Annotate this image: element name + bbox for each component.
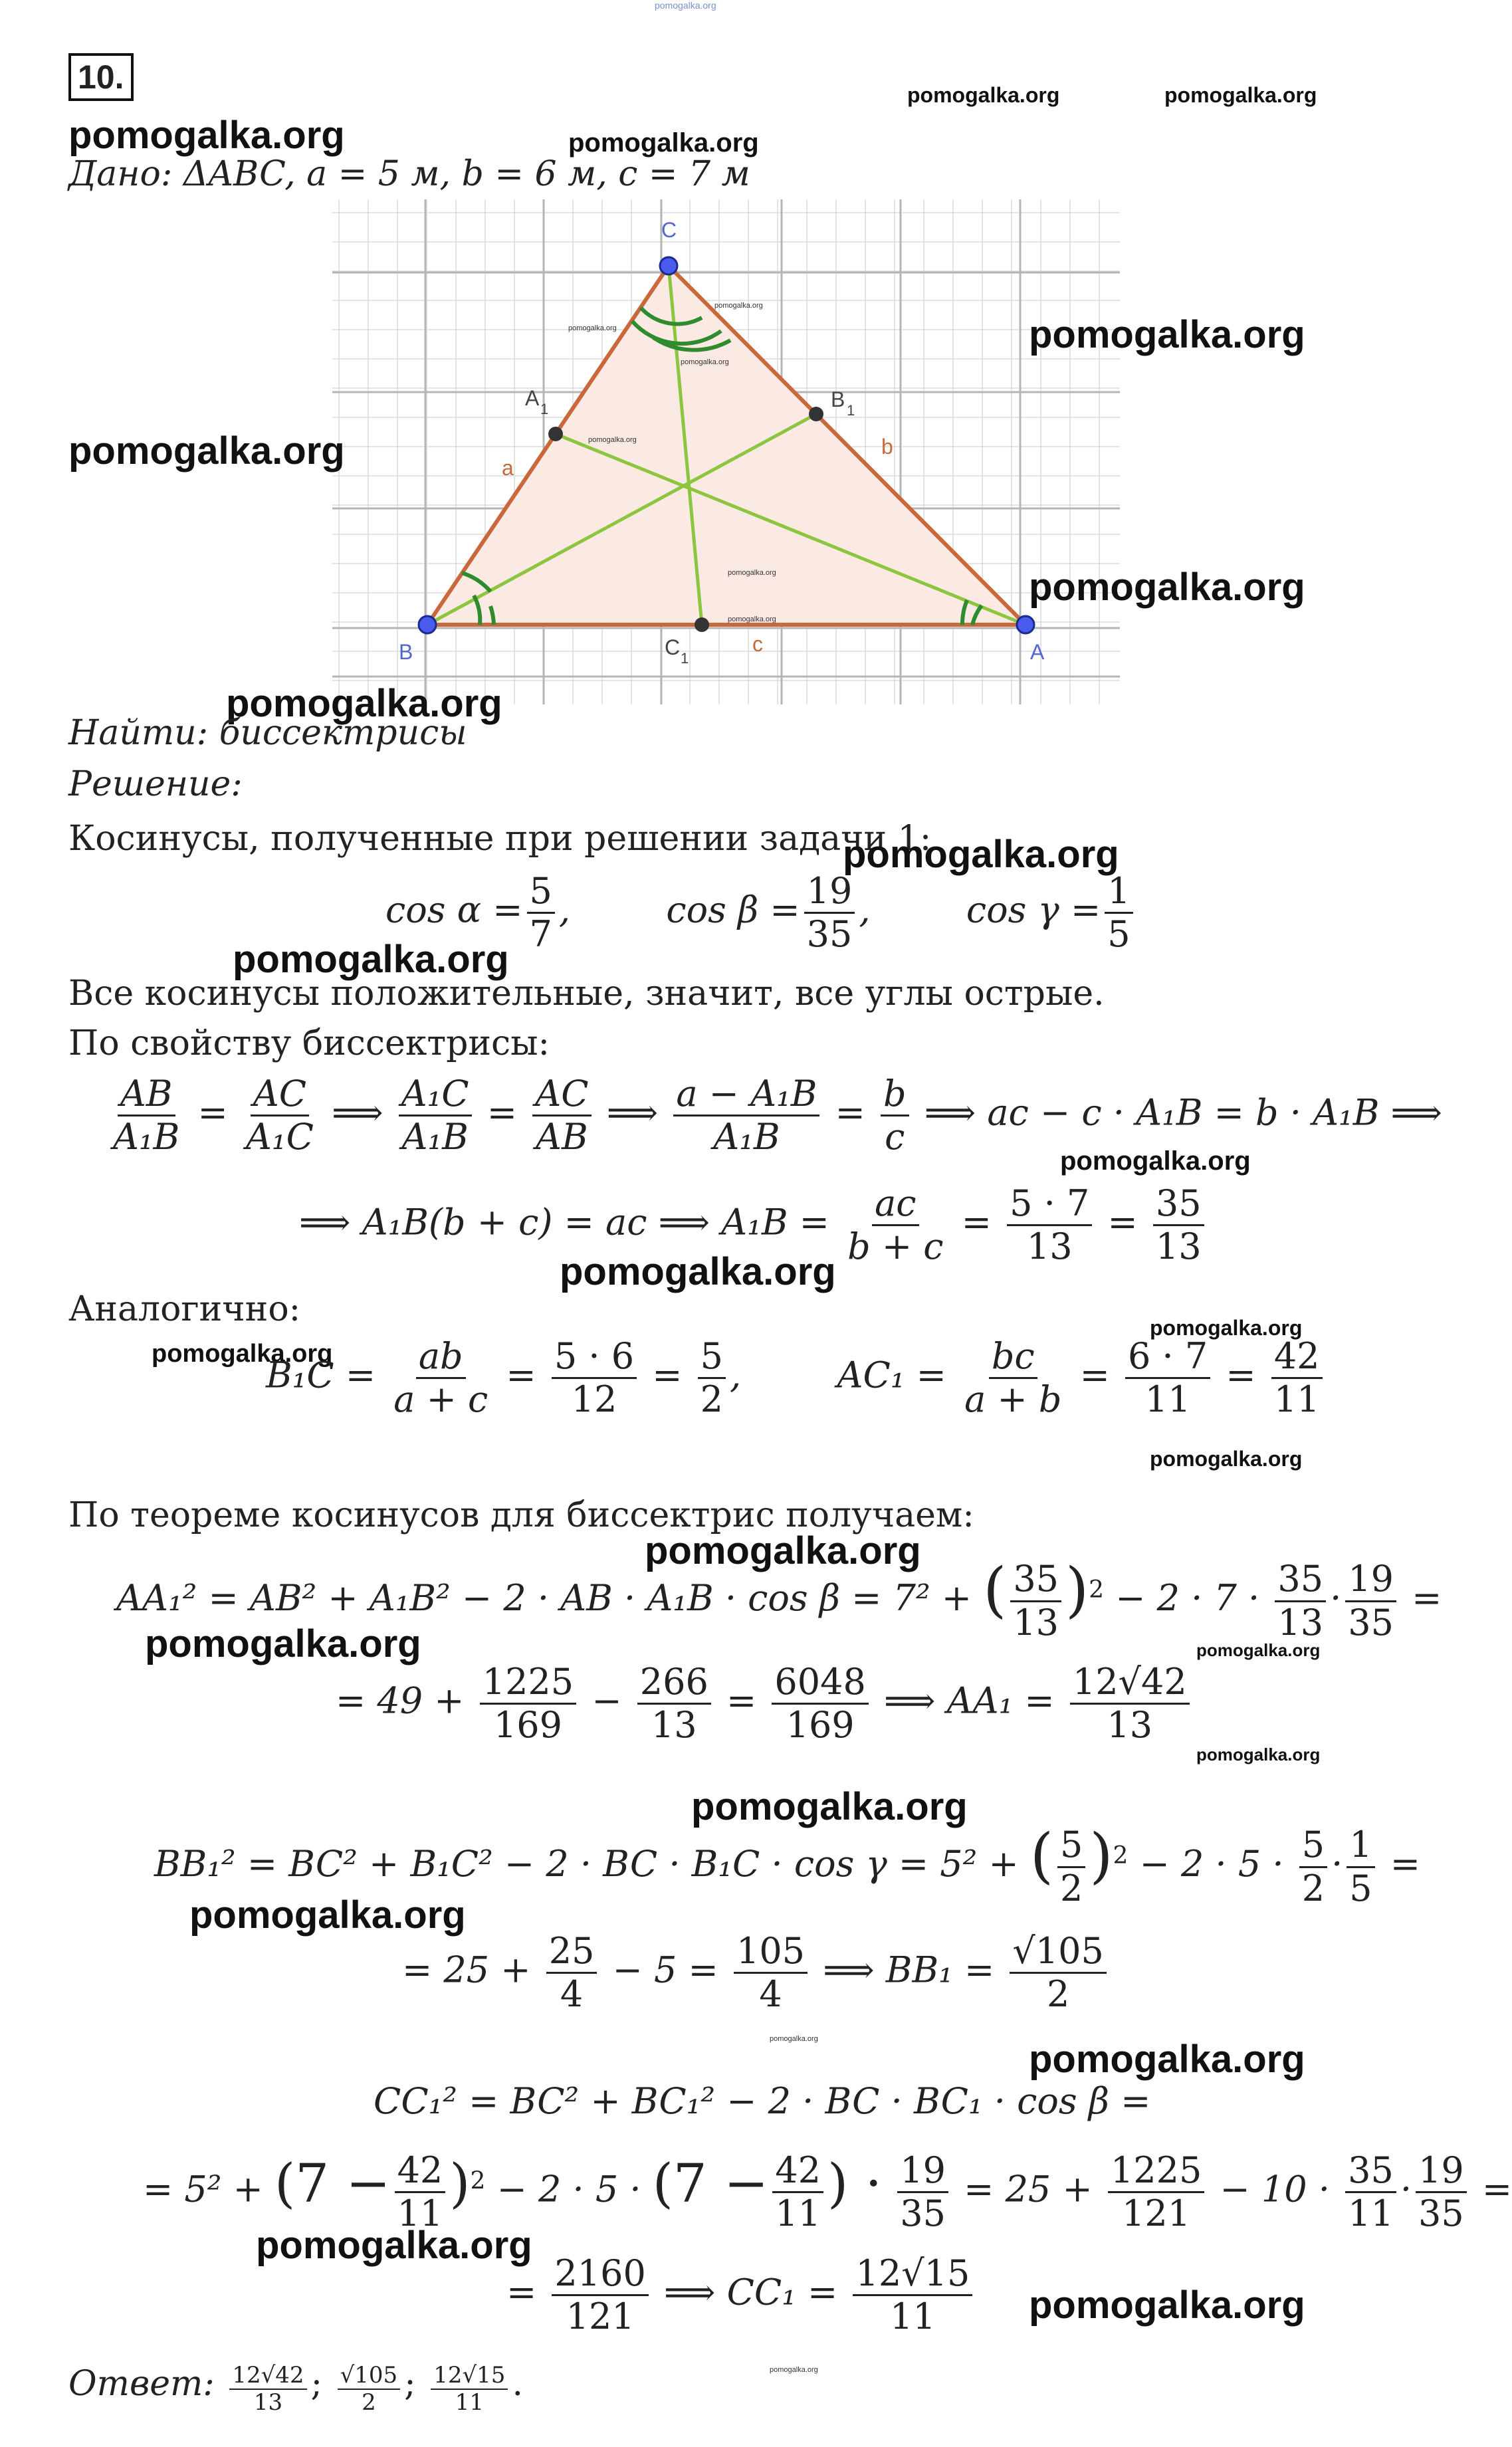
label-a1: A — [525, 386, 540, 410]
equation-cc1-line2: = 5² + (7 − $\frac{42}{11}$ )$^2$ − 2 · 5 · (7 − $\frac{42}{11}$ ) · $\frac{19}{35}$ = 25 + $\frac{1225}{121}$ − 10 · $\frac{35}{11}$ · $\frac{19}{35}$ = — [143, 2149, 1512, 2235]
watermark: pomogalka.org — [1060, 1146, 1251, 1176]
find-text: Найти: биссектрисы — [68, 713, 467, 753]
equation-2: ⟹ A₁B(b + c) = ac ⟹ A₁B = $\frac{ac}{b + c}$ = $\frac{5 \cdot 7}{13}$ = $\frac{35}{13}$ — [299, 1183, 1208, 1267]
triangle-diagram — [332, 199, 1120, 704]
watermark: pomogalka.org — [770, 2035, 818, 2043]
watermark: pomogalka.org — [189, 1893, 466, 1937]
cos-alpha-label: cos α = — [385, 889, 523, 931]
analogous: Аналогично: — [68, 1289, 301, 1329]
watermark: pomogalka.org — [1029, 2038, 1305, 2081]
watermark: pomogalka.org — [568, 128, 759, 158]
watermark: pomogalka.org — [907, 83, 1060, 107]
bisector-property: По свойству биссектрисы: — [68, 1023, 550, 1063]
foot-c1 — [695, 617, 709, 632]
watermark: pomogalka.org — [1150, 1316, 1303, 1340]
svg-text:pomogalka.org: pomogalka.org — [728, 569, 776, 577]
foot-b1 — [809, 407, 823, 421]
watermark: pomogalka.org — [152, 1340, 333, 1368]
find-line — [68, 713, 467, 753]
svg-text:pomogalka.org: pomogalka.org — [714, 302, 763, 310]
answer-label: Ответ: — [68, 2364, 215, 2404]
equation-3: B₁C = $\frac{ab}{a + c}$ = $\frac{5 \cdot 6}{12}$ = $\frac{5}{2}$ , AC₁ = $\frac{bc}{a + b}$ = $\frac{6 \cdot 7}{11}$ = $\frac{42}{11}$ — [266, 1336, 1327, 1420]
solution-label: Решение: — [68, 764, 243, 804]
svg-text:pomogalka.org: pomogalka.org — [728, 615, 776, 623]
watermark: pomogalka.org — [691, 1785, 968, 1828]
cosines-intro: Косинусы, полученные при решении задачи 1: — [68, 819, 932, 859]
equation-aa1: AA₁² = AB² + A₁B² − 2 · AB · A₁B · cos β = 7² + ( $\frac{35}{13}$ )$^2$ − 2 · 7 · $\frac{35}{13}$ · $\frac{19}{35}$ = — [116, 1555, 1442, 1644]
watermark: pomogalka.org — [1196, 1640, 1321, 1660]
label-c1: C — [665, 635, 681, 659]
cos-alpha-den: 7 — [529, 913, 552, 956]
watermark: pomogalka.org — [1164, 83, 1317, 107]
svg-text:pomogalka.org: pomogalka.org — [588, 436, 637, 444]
cos-alpha-num: 5 — [527, 871, 555, 914]
given-line: Дано: ΔABC, a = 5 м, b = 6 м, c = 7 м — [68, 154, 750, 194]
foot-a1 — [548, 427, 563, 441]
watermark: pomogalka.org — [843, 833, 1119, 876]
label-c1-sub: 1 — [681, 650, 689, 667]
watermark: pomogalka.org — [68, 429, 345, 473]
watermark: pomogalka.org — [1150, 1447, 1303, 1471]
equation-cc1-line3: = $\frac{2160}{121}$ ⟹ CC₁ = $\frac{12√15}{11}$ — [506, 2253, 976, 2337]
cos-beta-label: cos β = — [666, 889, 800, 931]
answer-row: Ответ: $\frac{12√42}{13}$ ; $\frac{√105}{2}$ ; $\frac{12√15}{11}$ . — [68, 2362, 523, 2416]
label-b1: B — [831, 387, 845, 411]
watermark: pomogalka.org — [645, 1529, 921, 1572]
vertex-c — [660, 257, 677, 274]
label-c: C — [661, 218, 677, 242]
problem-number: 10. — [68, 53, 134, 101]
equation-1: $\frac{AB}{\text{A₁B}}$ = $\frac{AC}{\text{A₁C}}$ ⟹ $\frac{\text{A₁C}}{\text{A₁B}}$ = $\frac{AC}{AB}$ ⟹ $\frac{\text{a − A₁B}}{\text{A₁B}}$ = $\frac{b}{c}$ ⟹ ac − c · A₁B = b · A₁B ⟹ — [113, 1073, 1442, 1158]
side-c: c — [752, 632, 763, 656]
watermark: pomogalka.org — [145, 1622, 421, 1665]
watermark: pomogalka.org — [770, 2366, 818, 2374]
svg-text:pomogalka.org: pomogalka.org — [681, 358, 729, 366]
vertex-b — [419, 616, 436, 633]
equation-bb1-line2: = 25 + $\frac{25}{4}$ − 5 = $\frac{105}{4}$ ⟹ BB₁ = $\frac{√105}{2}$ — [402, 1931, 1111, 2015]
label-b: B — [399, 640, 413, 664]
watermark: pomogalka.org — [1196, 1745, 1321, 1764]
side-b: b — [881, 435, 893, 459]
equation-aa1-line2: = 49 + $\frac{1225}{169}$ − $\frac{266}{13}$ = $\frac{6048}{169}$ ⟹ AA₁ = $\frac{12√42}{13}$ — [336, 1661, 1194, 1746]
label-b1-sub: 1 — [847, 402, 855, 419]
vertex-a — [1017, 616, 1034, 633]
label-a: A — [1030, 640, 1045, 664]
equation-cc1: CC₁² = BC² + BC₁² − 2 · BC · BC₁ · cos β = — [374, 2080, 1151, 2122]
cosines-row: cos α = $\frac{5}{7}$ , cos β = $\frac{19}{35}$ , cos γ = $\frac{1}{5}$ — [385, 871, 1137, 955]
svg-text:pomogalka.org: pomogalka.org — [568, 324, 617, 332]
label-a1-sub: 1 — [540, 401, 549, 417]
side-a: a — [502, 456, 514, 480]
watermark: pomogalka.org — [68, 114, 345, 157]
watermark: pomogalka.org — [233, 938, 509, 981]
watermark: pomogalka.org — [1029, 313, 1305, 356]
watermark: pomogalka.org — [1029, 2284, 1305, 2327]
equation-bb1: BB₁² = BC² + B₁C² − 2 · BC · B₁C · cos γ = 5² + ( $\frac{5}{2}$ )$^2$ − 2 · 5 · $\frac{5}{2}$ · $\frac{1}{5}$ = — [154, 1821, 1421, 1909]
watermark-top: pomogalka.org — [655, 0, 716, 11]
cosine-theorem: По теореме косинусов для биссектрис получаем: — [68, 1495, 974, 1535]
cos-gamma-label: cos γ = — [966, 889, 1101, 931]
watermark: pomogalka.org — [560, 1250, 836, 1293]
watermark: pomogalka.org — [1029, 566, 1305, 609]
watermark: pomogalka.org — [256, 2224, 532, 2267]
triangle-abc — [427, 266, 1026, 625]
watermark: pomogalka.org — [226, 682, 502, 725]
acute-note: Все косинусы положительные, значит, все углы острые. — [68, 974, 1105, 1013]
